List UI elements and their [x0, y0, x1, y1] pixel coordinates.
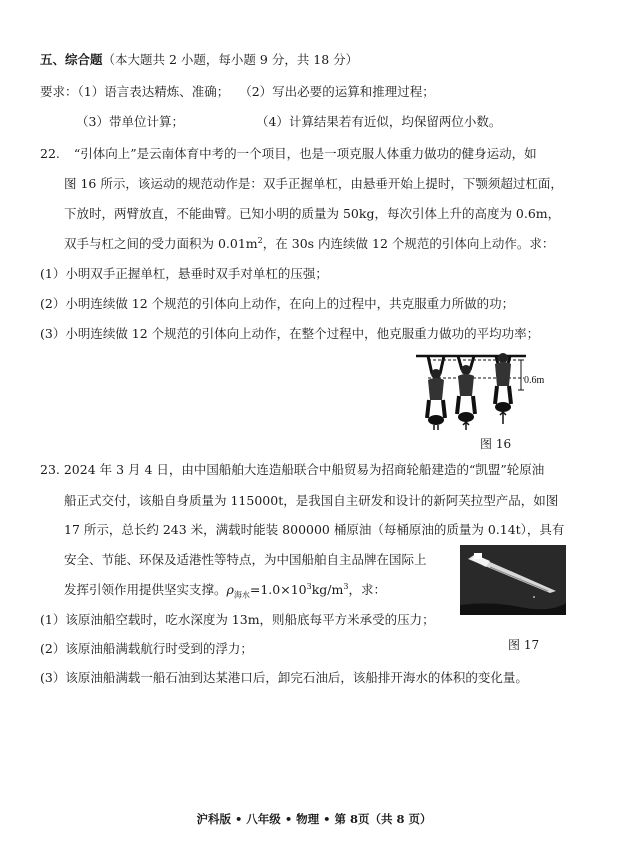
figure-17-ship-photo: [460, 545, 566, 615]
density-value: =1.0×10: [249, 582, 307, 597]
requirements-label: 要求：: [40, 84, 78, 99]
person-rising: [457, 356, 475, 430]
q23-subquestion-3: (3）该原油船满载一船石油到达某港口后，卸完石油后，该船排开海水的体积的变化量。: [40, 670, 528, 685]
height-label: 0.6m: [524, 375, 545, 386]
q23-line-2: 船正式交付，该船自身质量为 115000t，是我国自主研发和设计的新阿芙拉型产品，如图: [64, 493, 559, 508]
section-heading: 五、综合题: [40, 52, 103, 67]
person-hanging: [427, 356, 445, 430]
q22-subquestion-1: (1）小明双手正握单杠，悬垂时双手对单杠的压强；: [40, 266, 328, 281]
q22-number: 22.: [40, 146, 60, 161]
rho-symbol: ρ: [226, 582, 234, 597]
page-footer: 沪科版 • 八年级 • 物理 • 第 8页（共 8 页）: [196, 812, 432, 826]
density-unit-exponent: 3: [343, 581, 349, 591]
q23-subquestion-1: (1）该原油船空载时，吃水深度为 13m，则船底每平方米承受的压力；: [40, 612, 435, 627]
figure-16-caption: 图 16: [480, 437, 512, 451]
q22-line-4: [64, 236, 554, 252]
person-top-position: [495, 353, 511, 424]
section-header: [40, 52, 358, 68]
density-unit: kg/m: [311, 582, 344, 597]
figure-16-pullup-illustration: [414, 348, 550, 430]
q22-text-1: “引体向上”是云南体育中考的一个项目，也是一项克服人体重力做功的健身运动，如: [73, 146, 537, 161]
density-exponent: 3: [306, 581, 312, 591]
figure-17-caption: 图 17: [508, 638, 540, 652]
q22-subquestion-2: (2）小明连续做 12 个规范的引体向上动作，在向上的过程中，共克服重力所做的功；: [40, 296, 515, 311]
rho-subscript: 海水: [233, 590, 250, 600]
q22-line-3: 下放时，两臂放直，不能曲臂。已知小明的质量为 50kg，每次引体上升的高度为 0.6m，: [64, 206, 561, 221]
requirements-row-2: [76, 114, 501, 130]
q22-subquestion-3: (3）小明连续做 12 个规范的引体向上动作，在整个过程中，他克服重力做功的平均功率；: [40, 326, 540, 341]
q23-line-5-post: ，求：: [348, 582, 386, 597]
q23-line-1: 23. 2024 年 3 月 4 日，由中国船舶大连造船联合中船贸易为招商轮船建造的“凯盟”轮原油: [40, 462, 545, 477]
q23-subquestion-2: (2）该原油船满载航行时受到的浮力；: [40, 641, 253, 656]
q22-line-1: [40, 146, 537, 162]
requirement-3: （3）带单位计算；: [76, 114, 184, 129]
requirement-1: （1）语言表达精炼、准确；: [77, 84, 230, 99]
requirements-row-1: [40, 84, 435, 100]
q23-line-3: 17 所示，总长约 243 米，满载时能装 800000 桶原油（每桶原油的质量为 0.14t），具有: [64, 522, 565, 537]
requirement-2: （2）写出必要的运算和推理过程；: [239, 84, 435, 99]
q22-area-exponent: 2: [257, 235, 263, 245]
q23-line-5-pre: 发挥引领作用提供坚实支撑。: [64, 582, 227, 597]
q22-line-4-pre: 双手与杠之间的受力面积为 0.01m: [64, 236, 258, 251]
q22-line-4-post: ，在 30s 内连续做 12 个规范的引体向上动作。求：: [262, 236, 555, 251]
requirement-4: （4）计算结果若有近似，均保留两位小数。: [255, 114, 502, 129]
section-note: （本大题共 2 小题，每小题 9 分，共 18 分）: [102, 52, 359, 67]
q22-line-2: 图 16 所示，该运动的规范动作是：双手正握单杠，由悬垂开始上提时，下颚须超过杠面，: [64, 176, 563, 191]
q23-line-5: [64, 582, 386, 598]
q23-line-4: 安全、节能、环保及适港性等特点，为中国船舶自主品牌在国际上: [64, 552, 427, 567]
